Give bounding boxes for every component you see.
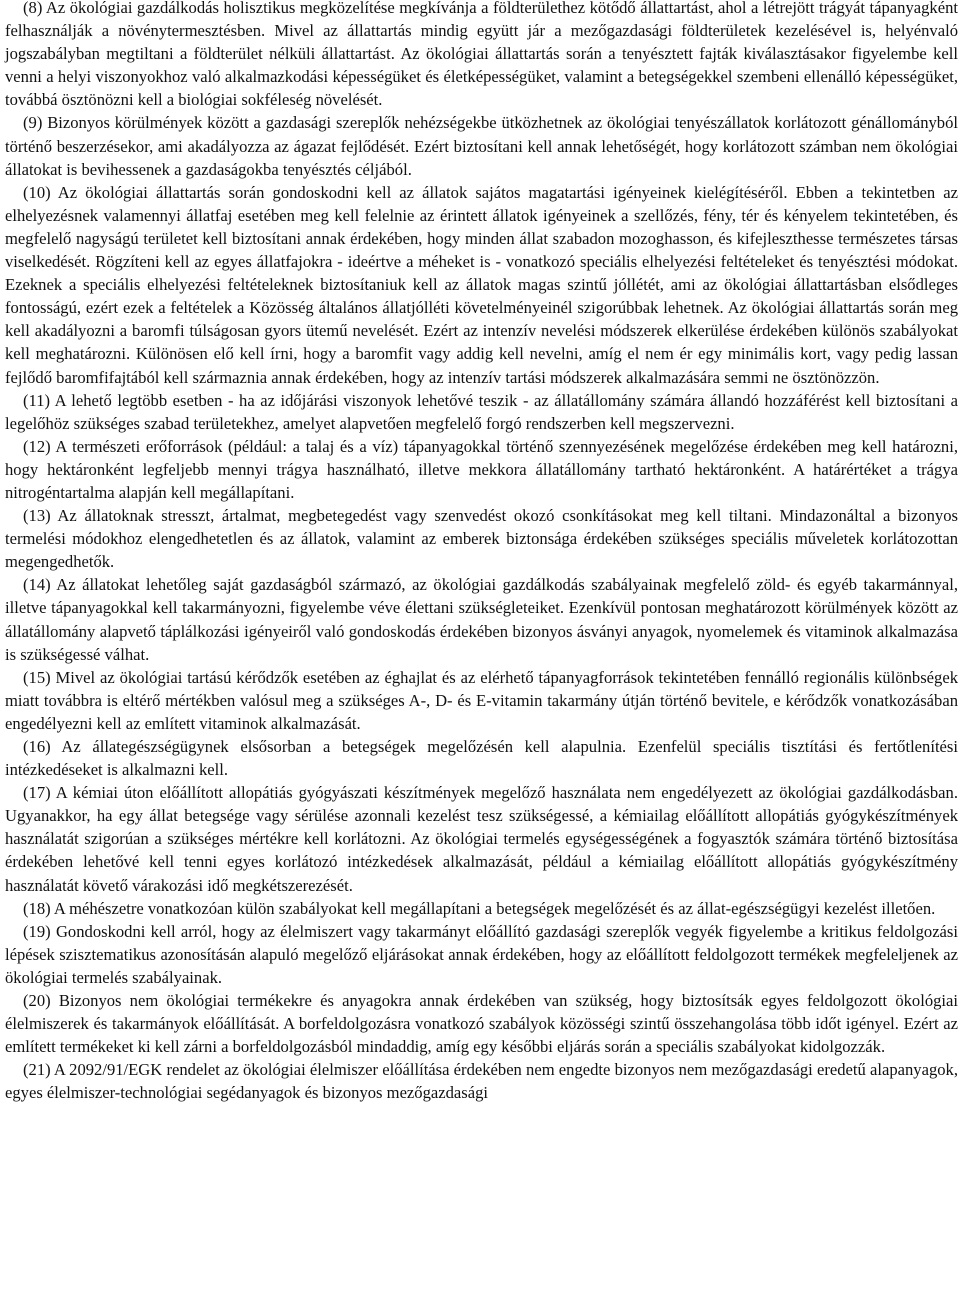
- paragraph-14: (14) Az állatokat lehetőleg saját gazdaságból származó, az ökológiai gazdálkodás szabályainak megfelelő zöld- és egyéb takarmánnyal, illetve tápanyagokkal kell takarmányozni, figyelembe véve élettani szükségleteiket. Ezenkívül pontosan meghatározott körülmények között az állatállomány alapvető táplálkozási igényeiről való gondoskodás érdekében bizonyos ásványi anyagok, nyomelemek és vitaminok alkalmazása is szükségessé válhat.: [5, 575, 958, 664]
- paragraph-8: (8) Az ökológiai gazdálkodás holisztikus megközelítése megkívánja a földterülethez kötődő állattartást, ahol a létrejött trágyát tápanyagként felhasználják a növénytermesztésben. Mivel az állattartás mindig együtt jár a mezőgazdasági földterületek kezelésével is, helyénvaló jogszabályban megtiltani a földterület nélküli állattartást. Az ökológiai állattartás során a tenyésztett fajták kiválasztásakor figyelembe kell venni a helyi viszonyokhoz való alkalmazkodási képességüket és életképességüket, valamint a betegségekkel szembeni ellenálló képességüket, továbbá ösztönözni kell a biológiai sokféleség növelését.: [5, 0, 958, 110]
- paragraph-20: (20) Bizonyos nem ökológiai termékekre és anyagokra annak érdekében van szükség, hogy biztosítsák egyes feldolgozott ökológiai élelmiszerek és takarmányok előállítását. A borfeldolgozásra vonatkozó szabályok közösségi szintű összehangolása több időt igényel. Ezért az említett termékeket ki kell zárni a borfeldolgozásból mindaddig, amíg egy későbbi eljárás során a speciális szabályokat kidolgozzák.: [5, 991, 958, 1057]
- paragraph-19: (19) Gondoskodni kell arról, hogy az élelmiszert vagy takarmányt előállító gazdasági szereplők vegyék figyelembe a kritikus feldolgozási lépések szisztematikus azonosításán alapuló megelőző eljárásokat annak érdekében, hogy az előállított feldolgozott termékek megfeleljenek az ökológiai termelés szabályainak.: [5, 921, 958, 987]
- paragraph-15: (15) Mivel az ökológiai tartású kérődzők esetében az éghajlat és az elérhető tápanyagforrások tekintetében fennálló regionális különbségek miatt továbbra is eltérő mértékben valósul meg a szükséges A-, D- és E-vitamin takarmány útján történő bevitele, e kérődzők vonatkozásában engedélyezni kell az említett vitaminok alkalmazását.: [5, 667, 958, 733]
- paragraph-10: (10) Az ökológiai állattartás során gondoskodni kell az állatok sajátos magatartási igényeinek kielégítéséről. Ebben a tekintetben az elhelyezésnek valamennyi állatfaj esetében meg kell felelnie az érintett állatok igényeinek a szellőzés, fény, tér és kényelem tekintetében, és megfelelő nagyságú területet kell biztosítani annak érdekében, hogy minden állat szabadon mozoghasson, és kifejleszthesse természetes társas viselkedését. Rögzíteni kell az egyes állatfajokra - ideértve a méheket is - vonatkozó speciális elhelyezési feltételeket és tenyésztési módokat. Ezeknek a speciális elhelyezési feltételeknek biztosítaniuk kell az állatok magas szintű jóllétét, ami az ökológiai állattartásban elsődleges fontosságú, ezért ezek a feltételek a Közösség általános állatjólléti követelményeinél szigorúbbak lehetnek. Az ökológiai állattartás során meg kell akadályozni a baromfi túlságosan gyors ütemű nevelését. Ezért az intenzív nevelési módszerek elkerülése érdekében különös szabályokat kell meghatározni. Különösen elő kell írni, hogy a baromfit vagy addig kell nevelni, amíg el nem ér egy minimális kort, vagy pedig lassan fejlődő baromfifajtából kell származnia annak érdekében, hogy az intenzív tartási módszerek alkalmazására semmi ne ösztönözzön.: [5, 182, 958, 387]
- paragraph-11: (11) A lehető legtöbb esetben - ha az időjárási viszonyok lehetővé teszik - az állatállomány számára állandó hozzáférést kell biztosítani a legelőhöz szükséges szabad területekhez, amelyet alapvetően megfelelő forgó rendszerben kell megszervezni.: [5, 390, 958, 433]
- paragraph-9: (9) Bizonyos körülmények között a gazdasági szereplők nehézségekbe ütközhetnek az ökológiai tenyészállatok korlátozott génállományból történő beszerzésekor, ami akadályozza az ágazat fejlődését. Ezért biztosítani kell annak lehetőségét, hogy korlátozott számban nem ökológiai állatokat is bevihessenek a gazdaságokba tenyésztés céljából.: [5, 113, 958, 179]
- paragraph-13: (13) Az állatoknak stresszt, ártalmat, megbetegedést vagy szenvedést okozó csonkításokat meg kell tiltani. Mindazonáltal a bizonyos termelési módokhoz elengedhetetlen és az állatok, valamint az emberek biztonsága érdekében szükséges speciális műveletek korlátozottan megengedhetők.: [5, 506, 958, 572]
- paragraph-18: (18) A méhészetre vonatkozóan külön szabályokat kell megállapítani a betegségek megelőzését és az állat-egészségügyi kezelést illetően.: [23, 898, 936, 918]
- paragraph-17: (17) A kémiai úton előállított allopátiás gyógyászati készítmények megelőző használata nem engedélyezett az ökológiai gazdálkodásban. Ugyanakkor, ha egy állat betegsége vagy sérülése azonnali kezelést tesz szükségessé, a kémiailag előállított allopátiás gyógykészítmények használatát szigorúan a szükséges mértékre kell korlátozni. Az ökológiai termelés egységességének a fogyasztók számára történő biztosítása érdekében lehetővé kell tenni egyes korlátozó intézkedések alkalmazását, például a kémiailag előállított allopátiás gyógykészítmény használatát követő várakozási idő megkétszerezését.: [5, 783, 958, 895]
- paragraph-21: (21) A 2092/91/EGK rendelet az ökológiai élelmiszer előállítása érdekében nem engedte bizonyos nem mezőgazdasági eredetű alapanyagok, egyes élelmiszer-technológiai segédanyagok és bizonyos mezőgazdasági: [5, 1060, 958, 1103]
- paragraph-12: (12) A természeti erőforrások (például: a talaj és a víz) tápanyagokkal történő szennyezésének megelőzése érdekében meg kell határozni, hogy hektáronként legfeljebb mennyi trágya használható, illetve mekkora állatállomány tartható hektáronként. A határértéket a trágya nitrogéntartalma alapján kell megállapítani.: [5, 436, 958, 502]
- paragraph-16: (16) Az állategészségügynek elsősorban a betegségek megelőzésén kell alapulnia. Ezenfelül speciális tisztítási és fertőtlenítési intézkedéseket is alkalmazni kell.: [5, 737, 958, 780]
